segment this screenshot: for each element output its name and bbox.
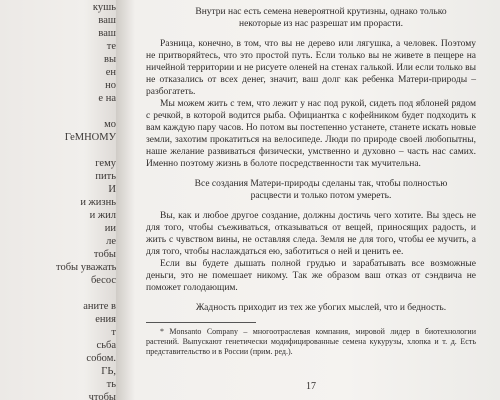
footnote-divider — [146, 322, 256, 323]
left-page-text-line: чтобы — [88, 392, 116, 400]
left-page-text-line: ения — [95, 314, 116, 325]
left-page-text-line: те — [106, 41, 116, 52]
left-page-text-line: тобы — [93, 249, 116, 260]
left-page-text-line: но — [105, 80, 116, 91]
left-page-text-line: пить — [95, 171, 116, 182]
left-page-text-line: ГеМНОМУ — [64, 132, 116, 143]
left-page-text-line: мо — [104, 119, 116, 130]
page-number: 17 — [306, 381, 316, 392]
left-page-text-line: ГЬ, — [101, 366, 116, 377]
left-page-text-line: собом. — [86, 353, 116, 364]
left-page-text-line: И — [108, 184, 116, 195]
left-page-text-line: бесос — [91, 275, 116, 286]
paragraph-difference: Разница, конечно, в том, что вы не дерево или лягушка, а человек. Поэтому не притворяйтесь, что это простой путь. Если только вы не живете в пещере на ничейной территории и не рисуете оленей на стенах галькой. Или если только вы не отказались от всех денег, значит, ваш долг как ребенка Матери-природы – разбогатеть. — [146, 39, 476, 97]
left-page-text-line: сьба — [96, 340, 116, 351]
left-page-text-line: тобы уважать — [56, 262, 117, 273]
left-page-text-line: ен — [105, 67, 116, 78]
epigraph-mother-nature: Все создания Матери-природы сделаны так, чтобы полностью расцвести и только потом умереть. — [194, 179, 448, 201]
left-page-text-line: и жил — [89, 210, 116, 221]
epigraph-greed: Жадность приходит из тех же убогих мыслей, что и бедность. — [195, 303, 447, 313]
footnote-monsanto: * Monsanto Company – многоотраслевая компания, мировой лидер в биотехнологии растений. Выпускают генетически модифицированные семена кукурузы, хлопка и т. д. Есть представительство и в России (прим. ред.). — [146, 327, 476, 356]
left-page-text-line: и жизнь — [80, 197, 116, 208]
paragraph-like-any-creature: Вы, как и любое другое создание, должны достичь чего хотите. Вы здесь не для того, чтобы съеживаться, отказываться от вещей, приносящих радость, и жить с чувством вины, не оставляя следа. Земля не для того, чтобы ее мучить, а для того, чтобы наслаждаться ею, заботиться о ней и ценить ее. — [146, 211, 476, 257]
left-page-text-line: гему — [95, 158, 116, 169]
left-page-text-line: ии — [104, 223, 116, 234]
left-page-text-line: вы — [103, 54, 116, 65]
left-page-text-line: ваш — [98, 28, 116, 39]
left-page-edge — [0, 0, 120, 400]
left-page-text-line: ть — [106, 379, 116, 390]
paragraph-breathe-deep: Если вы будете дышать полной грудью и зарабатывать все возможные деньги, это не помешает никому. Так же образом ваш отказ от сэндвича не поможет голодающим. — [146, 259, 476, 293]
left-page-text-line: ваш — [98, 15, 116, 26]
page-content — [146, 6, 476, 357]
book-page — [116, 0, 500, 400]
left-page-text-line: аните в — [83, 301, 116, 312]
left-page-text-line: е на — [98, 93, 116, 104]
epigraph-seeds: Внутри нас есть семена невероятной крутизны, однако только некоторые из нас разрешат им прорасти. — [195, 7, 447, 29]
left-page-text-line: т — [111, 327, 116, 338]
left-page-text-line: кушь — [92, 2, 116, 13]
left-page-text-line: ле — [106, 236, 116, 247]
paragraph-live-with-what-we-have: Мы можем жить с тем, что лежит у нас под рукой, сидеть под яблоней рядом с речкой, в которой водится рыба. Официантка с кофейником будет подходить к вам каждую пару часов. Но потом вы постепенно устанете, станете искать новые земли, захотим прокатиться на велосипеде. Люди по природе своей любопытны, наше желание развиваться физически, умственно и духовно – часть нас самих. Именно поэтому жизнь в болоте посредственности так мучительна. — [146, 99, 476, 169]
